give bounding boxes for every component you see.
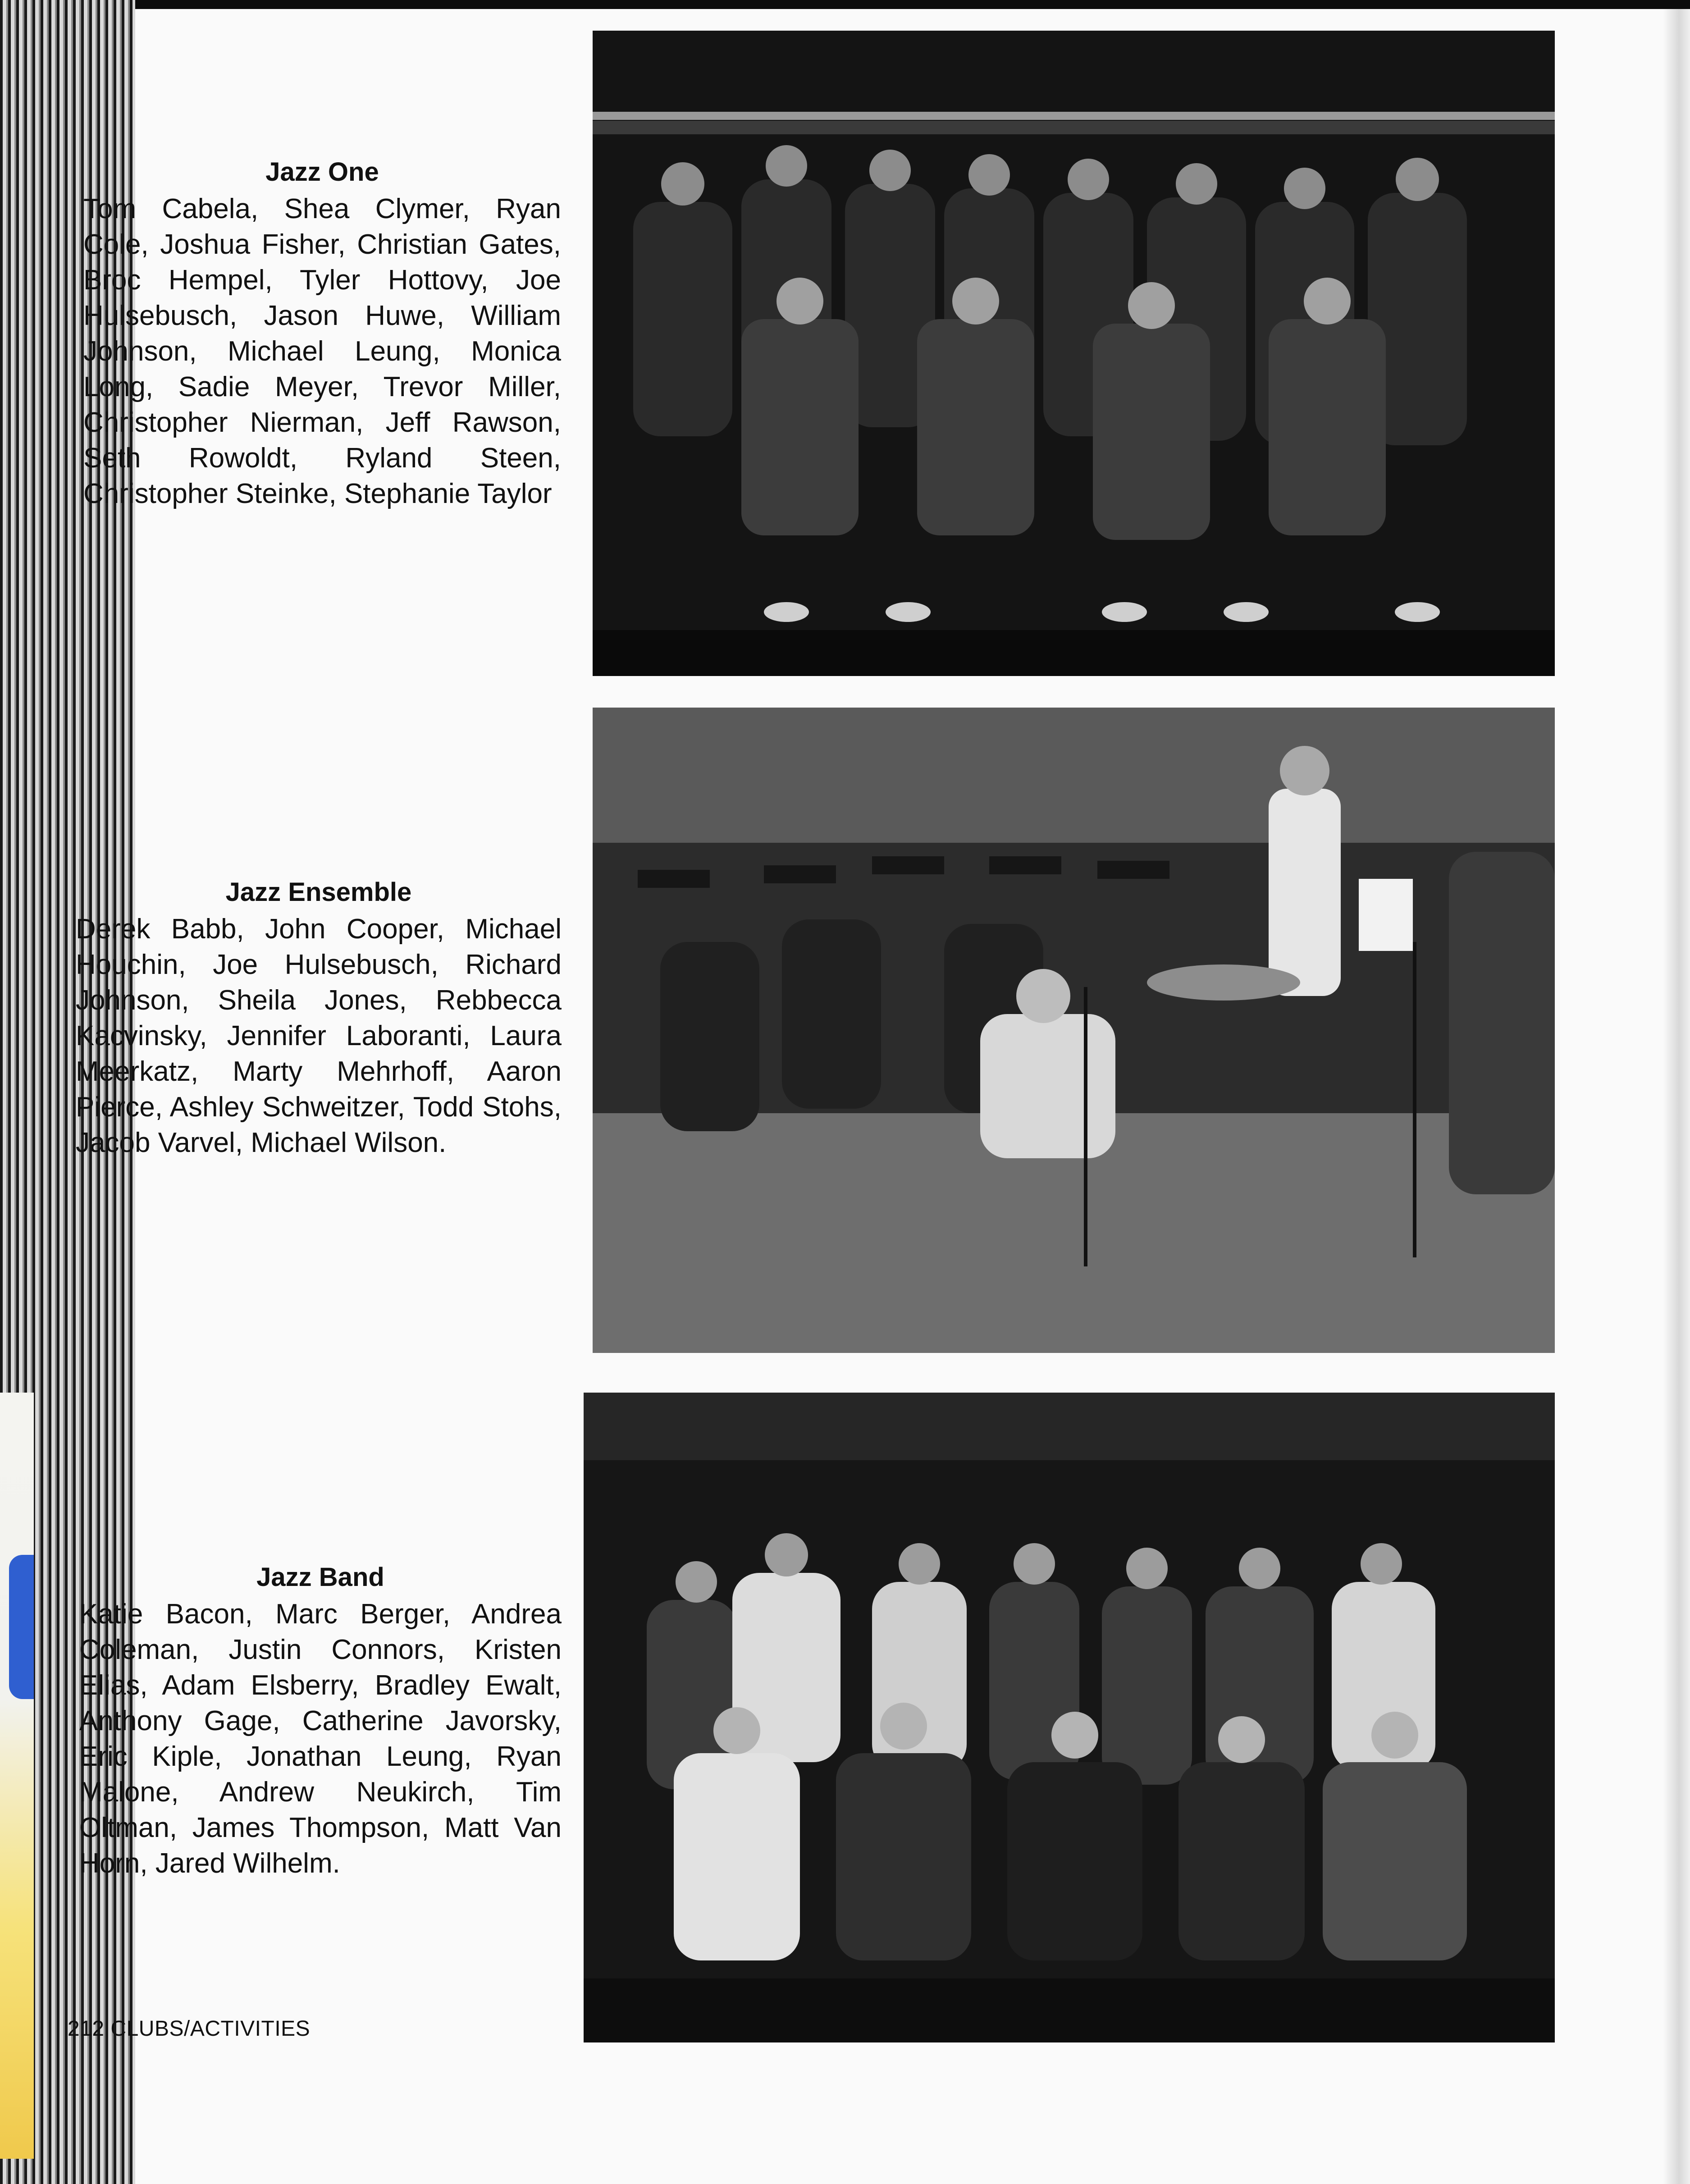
section-title: Jazz Ensemble: [225, 877, 412, 907]
rehearsal-photo-icon: [593, 708, 1555, 1353]
jazz-band-photo: [584, 1393, 1555, 2042]
group-photo-icon: [584, 1393, 1555, 2042]
member-names: Katie Bacon, Marc Berger, Andrea Coleman, Justin Connors, Kristen Elias, Adam Elsberry, Bradley Ewalt, Anthony Gage, Catherine Javorsky, Eric Kiple, Jonathan Leung, Ryan Malone, Andrew Neukirch, Tim Oltman, James Thompson, Matt Van Horn, Jared Wilhelm.: [79, 1598, 562, 1879]
group-photo-icon: [593, 31, 1555, 676]
member-names: Tom Cabela, Shea Clymer, Ryan Cole, Joshua Fisher, Christian Gates, Broc Hempel, Tyler Hottovy, Joe Hulsebusch, Jason Huwe, William Johnson, Michael Leung, Monica Long, Sadie Meyer, Trevor Miller, Christopher Nierman, Jeff Rawson, Seth Rowoldt, Ryland Steen, Christopher Steinke, Stephanie Taylor: [83, 193, 561, 509]
jazz-ensemble-photo: [593, 708, 1555, 1353]
page-gutter-shadow: [1663, 9, 1690, 2184]
section-title: Jazz Band: [256, 1563, 384, 1592]
section-title: Jazz One: [265, 157, 379, 187]
member-names: Derek Babb, John Cooper, Michael Houchin, Joe Hulsebusch, Richard Johnson, Sheila Jones, Rebbecca Kacvinsky, Jennifer Laboranti, Laura Meerkatz, Marty Mehrhoff, Aaron Pierce, Ashley Schweitzer, Todd Stohs, Jacob Varvel, Michael Wilson.: [76, 913, 562, 1158]
jazz-band-caption: [79, 1563, 562, 1881]
page-footer: 212 CLUBS/ACTIVITIES: [68, 2017, 311, 2041]
cover-tab-stripe: [9, 1555, 34, 1699]
cover-tab: [0, 1393, 34, 2159]
jazz-ensemble-caption: [76, 878, 562, 1161]
jazz-one-photo: [593, 31, 1555, 676]
jazz-one-caption: [83, 158, 561, 512]
